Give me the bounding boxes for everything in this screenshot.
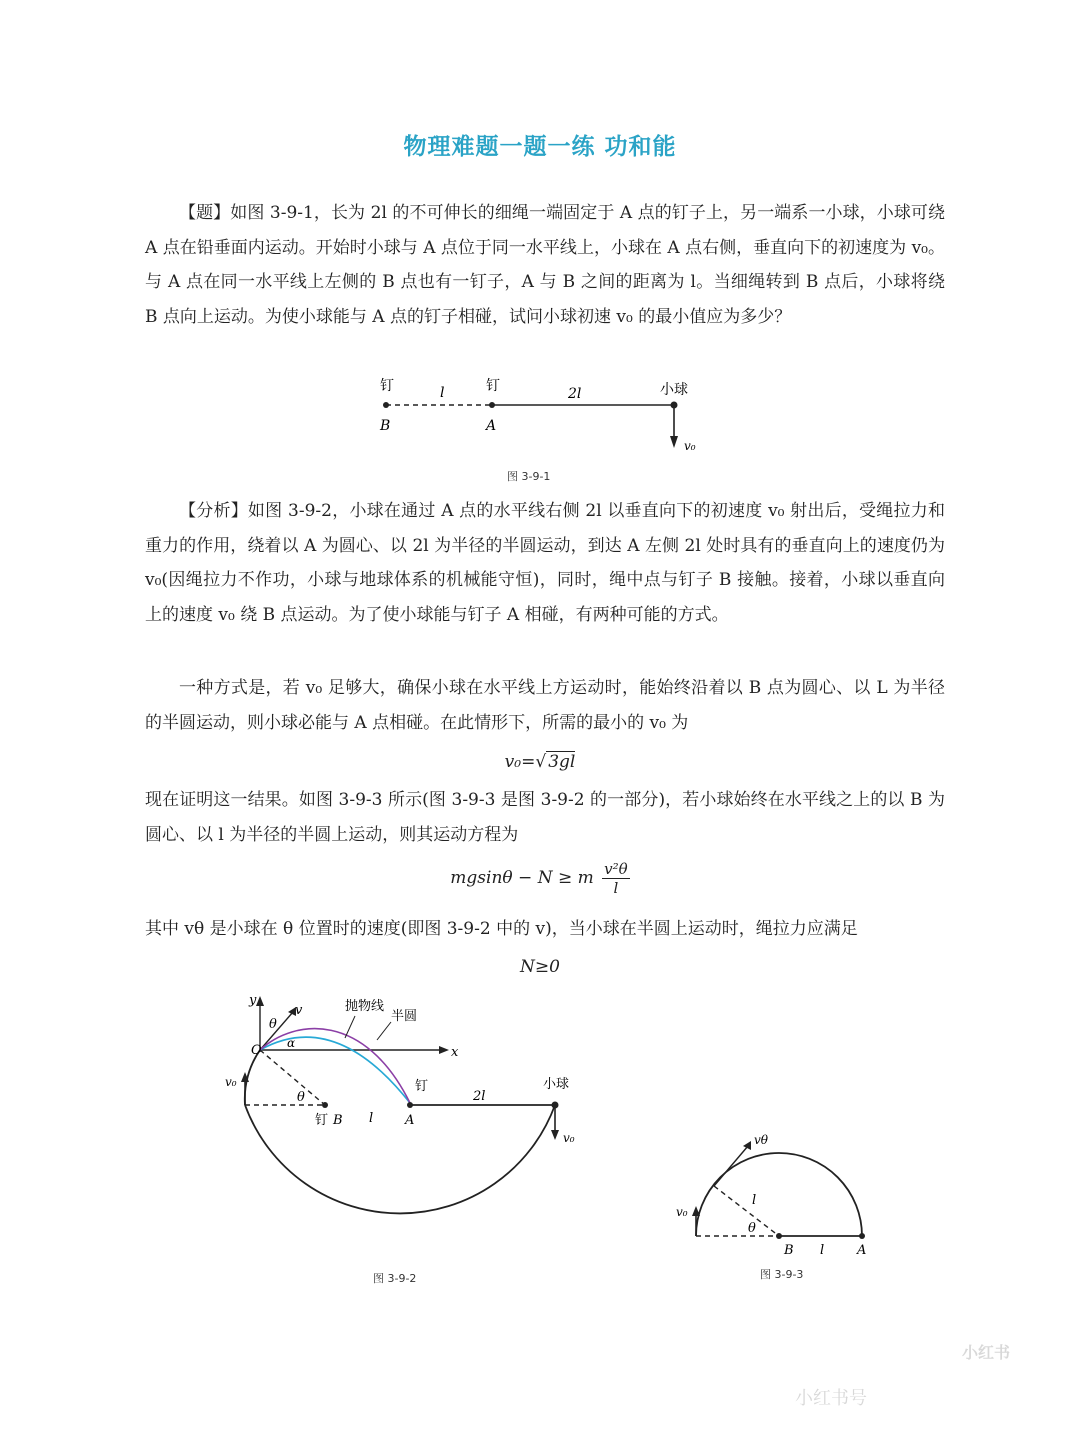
figure-3-9-2 — [215, 990, 605, 1290]
caption-3-9-3: 图 3-9-3 — [760, 1268, 804, 1281]
label-b: B — [380, 418, 391, 434]
label-y: y — [249, 993, 257, 1008]
label-v0: v₀ — [676, 1205, 688, 1219]
label-semicircle: 半圆 — [391, 1009, 418, 1024]
figure-3-9-1 — [360, 372, 720, 487]
point-a — [489, 402, 495, 408]
method-paragraph: 一种方式是，若 v₀ 足够大，确保小球在水平线上方运动时，能始终沿着以 B 点为圆心、以 L 为半径的半圆运动，则小球必能与 A 点相碰。在此情形下，所需的最小的 v₀ 为 — [145, 678, 945, 733]
leader-parabola — [345, 1016, 355, 1038]
equation-motion-denominator: l — [613, 879, 619, 897]
label-theta: θ — [748, 1221, 756, 1236]
where-paragraph: 其中 vθ 是小球在 θ 位置时的速度(即图 3-9-2 中的 v)，当小球在半圆上运动时，绳拉力应满足 — [145, 919, 858, 939]
ball — [552, 1102, 559, 1109]
v-theta-arrow — [714, 1146, 748, 1186]
label-nail-b: 钉 — [315, 1113, 329, 1128]
equation-motion-lhs: mgsinθ − N ≥ m — [450, 868, 594, 888]
equation-v0-radicand: 3gl — [548, 752, 576, 772]
watermark-user: 小红书号 — [795, 1388, 867, 1409]
label-v-theta: vθ — [754, 1133, 769, 1147]
point-b — [322, 1102, 328, 1108]
label-nail-a: 钉 — [415, 1079, 429, 1094]
equation-motion — [0, 860, 1080, 897]
problem-paragraph: 【题】如图 3-9-1，长为 2l 的不可伸长的细绳一端固定于 A 点的钉子上，另一端系一小球，小球可绕 A 点在铅垂面内运动。开始时小球与 A 点位于同一水平线上，小球在 A 点右侧，垂直向下的初速度为 v₀。与 A 点在同一水平线上左侧的 B 点也有一钉子，A 与 B 之间的距离为 l。当细绳转到 B 点后，小球将绕 B 点向上运动。为使小球能与 A 点的钉子相碰，试问小球初速 v₀ 的最小值应为多少？ — [145, 203, 945, 327]
equation-tension: N≥0 — [520, 957, 560, 977]
lower-semicircle — [245, 1105, 555, 1213]
label-v0-right: v₀ — [563, 1131, 575, 1145]
analysis-paragraph: 【分析】如图 3-9-2，小球在通过 A 点的水平线右侧 2l 以垂直向下的初速度 v₀ 射出后，受绳拉力和重力的作用，绕着以 A 为圆心、以 2l 为半径的半圆运动，到达 A 左侧 2l 处时具有的垂直向上的速度仍为 v₀(因绳拉力不作功，小球与地球体系的机械能守恒)，同时，绳中点与钉子 B 接触。接着，小球以垂直向上的速度 v₀ 绕 B 点运动。为了使小球能与钉子 A 相碰，有两种可能的方式。 — [145, 501, 945, 625]
label-b: B — [784, 1243, 794, 1258]
label-parabola: 抛物线 — [345, 999, 385, 1014]
label-l: l — [369, 1111, 374, 1126]
equation-motion-numerator: v²θ — [604, 860, 628, 878]
semicircle-b — [696, 1153, 862, 1236]
point-b — [383, 402, 389, 408]
label-v: v — [295, 1003, 303, 1018]
leader-semicircle — [377, 1022, 391, 1040]
equation-v0: v₀=√ 3gl — [504, 752, 576, 772]
page-title: 物理难题一题一练 功和能 — [403, 134, 677, 160]
ball — [671, 402, 678, 409]
equation-v0-lhs: v₀= — [504, 752, 536, 772]
label-nail-a: 钉 — [486, 378, 500, 394]
caption-3-9-2: 图 3-9-2 — [373, 1272, 417, 1285]
label-v0-left: v₀ — [225, 1075, 237, 1089]
figure-3-9-3 — [668, 1128, 888, 1288]
label-l: l — [752, 1193, 757, 1208]
label-a: A — [405, 1113, 415, 1128]
label-nail-b: 钉 — [380, 378, 394, 394]
label-o: O — [251, 1043, 262, 1058]
point-b — [776, 1233, 782, 1239]
label-theta2: θ — [297, 1090, 305, 1105]
label-v0: v₀ — [684, 439, 696, 453]
label-2l: 2l — [473, 1089, 486, 1104]
label-ball: 小球 — [543, 1077, 570, 1092]
label-x: x — [451, 1045, 459, 1060]
watermark-logo: 小红书 — [962, 1343, 1011, 1362]
label-l2: l — [820, 1243, 825, 1258]
parabola-curve — [260, 1037, 410, 1103]
point-a — [859, 1233, 865, 1239]
point-a — [407, 1102, 413, 1108]
label-l: l — [440, 385, 445, 401]
label-b: B — [333, 1113, 343, 1128]
label-alpha: α — [287, 1036, 296, 1050]
caption-3-9-1: 图 3-9-1 — [507, 470, 551, 483]
dashed-radius — [714, 1186, 779, 1236]
dashed-radius — [260, 1050, 325, 1105]
label-ball: 小球 — [660, 382, 688, 398]
label-2l: 2l — [568, 386, 582, 402]
label-a: A — [486, 418, 497, 434]
proof-paragraph: 现在证明这一结果。如图 3-9-3 所示(图 3-9-3 是图 3-9-2 的一部分)，若小球始终在水平线之上的以 B 为圆心、以 l 为半径的半圆上运动，则其运动方程为 — [145, 790, 945, 845]
label-a: A — [857, 1243, 867, 1258]
label-theta: θ — [269, 1017, 277, 1032]
